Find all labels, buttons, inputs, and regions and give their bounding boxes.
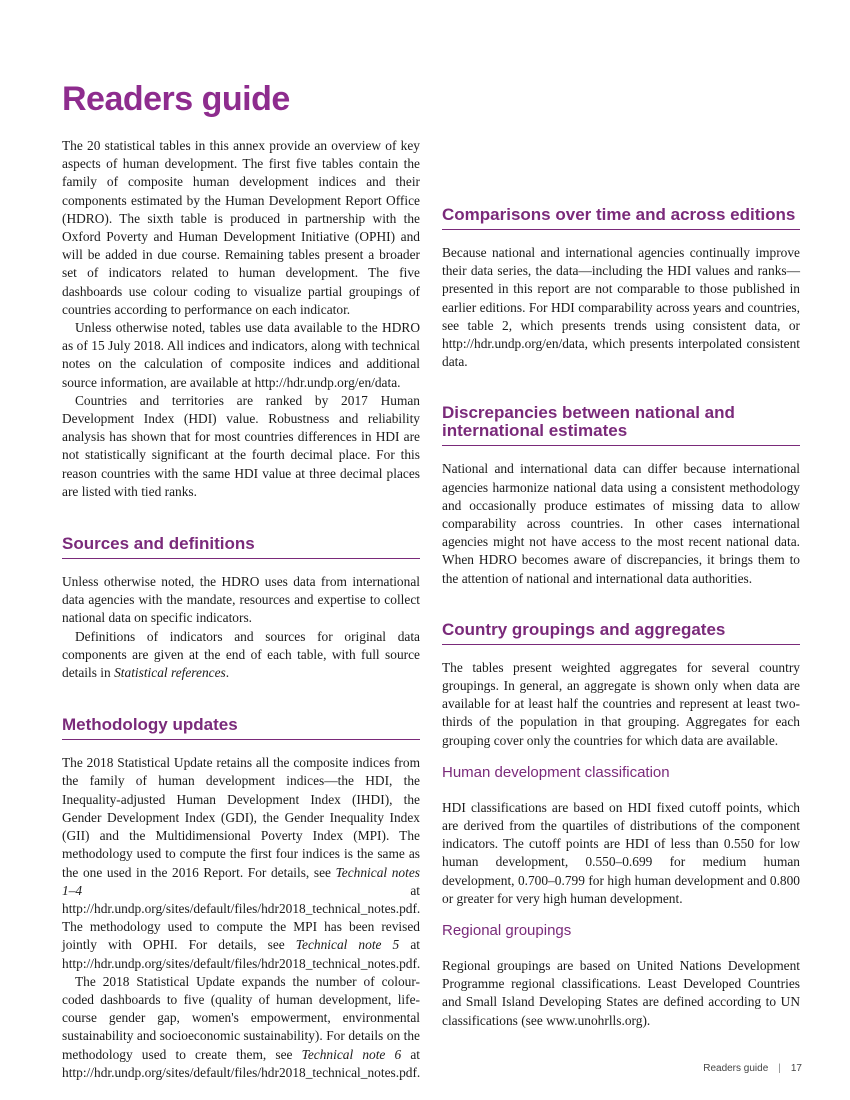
sources-p2-text-a: Definitions of indicators and sources for original data components are given at the end of each table, with full source details in [62,628,420,681]
discrepancies-heading: Discrepancies between national and international estimates [442,404,800,446]
comparisons-paragraph: Because national and international agencies continually improve their data series, the data—including the HDI values and ranks—presented in this report are not comparable to those published in earlier editions. For HDI comparability across years and countries, see table 2, which presents trends using consistent data, or http://hdr.undp.org/en/data, which presents interpolated consistent data. [442,245,800,370]
statistical-references-ref: Statistical references [114,665,226,681]
discrepancies-paragraph: National and international data can differ because international agencies harmonize national data using a consistent methodology and occasionally produce estimates of missing data to allow comparability across countries. In other cases international agencies might not have access to the most recent national data. When HDRO becomes aware of discrepancies, it brings them to the attention of national and international data authorities. [442,461,800,586]
groupings-paragraph: The tables present weighted aggregates for several country groupings. In general, an aggregate is shown only when data are available for at least half the countries and represent at least two-thirds of the population in that grouping. Aggregates for each grouping cover only the countries for which data are available. [442,659,800,748]
methodology-p2-text-a: The 2018 Statistical Update expands the number of colour-coded dashboards to five (quality of human development, life-course gender gap, women's empowerment, environmental sustainability and socioeconomic sustainability). For details on the methodology used to create them, see [62,973,420,1062]
page-footer [703,1063,802,1074]
intro-paragraph-1: The 20 statistical tables in this annex provide an overview of key aspects of human development. The first five tables contain the family of composite human development indices and their components estimated by the Human Development Report Office (HDRO). The sixth table is produced in partnership with the Oxford Poverty and Human Development Initiative (OPHI) and will be added in due course. Remaining tables present a broader set of indicators related to human development. The five dashboards use colour coding to visualize partial groupings of countries according to performance on each indicator. [62,138,420,317]
methodology-paragraph-1 [62,754,420,972]
technical-notes-1-4-ref: Technical notes 1–4 [62,864,420,898]
page-number: 17 [790,1063,802,1074]
methodology-p2-text-b: at http://hdr.undp.org/sites/default/files/hdr2018_technical_notes.pdf. [62,1046,421,1080]
sources-paragraph-1: Unless otherwise noted, the HDRO uses data from international data agencies with the mandate, resources and expertise to collect national data on specific indicators. [62,574,420,626]
methodology-p1-text-c: at http://hdr.undp.org/sites/default/files/hdr2018_technical_notes.pdf. [62,937,421,971]
footer-separator: | [778,1063,781,1074]
sources-heading: Sources and definitions [62,535,420,559]
hd-classification-heading: Human development classification [442,763,670,781]
groupings-heading: Country groupings and aggregates [442,621,800,645]
methodology-heading: Methodology updates [62,716,420,740]
intro-paragraph-3: Countries and territories are ranked by 2017 Human Development Index (HDI) value. Robustness and reliability analysis has shown that for most countries differences in HDI are not statistically significant at the fourth decimal place. For this reason countries with the same HDI value at three decimal places are listed with tied ranks. [62,392,420,499]
footer-section-label: Readers guide [703,1063,769,1074]
technical-note-6-ref: Technical note 6 [301,1046,402,1062]
hd-classification-paragraph: HDI classifications are based on HDI fixed cutoff points, which are derived from the quartiles of distributions of the component indicators. The cutoff points are HDI of less than 0.550 for low human development, 0.550–0.699 for medium human development, 0.700–0.799 for high human development and 0.800 or greater for very high human development. [442,799,800,906]
sources-paragraph-2 [62,628,420,683]
methodology-p1-text-b: at http://hdr.undp.org/sites/default/files/hdr2018_technical_notes.pdf. The methodology used to compute the MPI has been revised jointly with OPHI. For details, see [62,882,421,953]
page-title: Readers guide [62,80,290,118]
methodology-paragraph-2 [62,973,420,1082]
regional-groupings-paragraph: Regional groupings are based on United Nations Development Programme regional classifications. Least Developed Countries and Small Island Developing States are defined according to UN classifications (see www.unohrlls.org). [442,958,800,1028]
intro-paragraph-2: Unless otherwise noted, tables use data available to the HDRO as of 15 July 2018. All indices and indicators, along with technical notes on the calculation of composite indices and additional source information, are available at http://hdr.undp.org/en/data. [62,320,420,390]
sources-p2-text-b: . [225,665,230,681]
left-column [62,137,420,1082]
methodology-p1-text-a: The 2018 Statistical Update retains all the composite indices from the family of human development indices—the HDI, the Inequality-adjusted Human Development Index (IHDI), the Gender Development Index (GDI), the Gender Inequality Index (GII) and the Multidimensional Poverty Index (MPI). The methodology used to compute the first four indices is the same as the one used in the 2016 Report. For details, see [62,755,420,880]
regional-groupings-heading: Regional groupings [442,922,572,940]
comparisons-heading: Comparisons over time and across editions [442,206,800,230]
right-column [442,155,800,1030]
technical-note-5-ref: Technical note 5 [295,937,400,953]
